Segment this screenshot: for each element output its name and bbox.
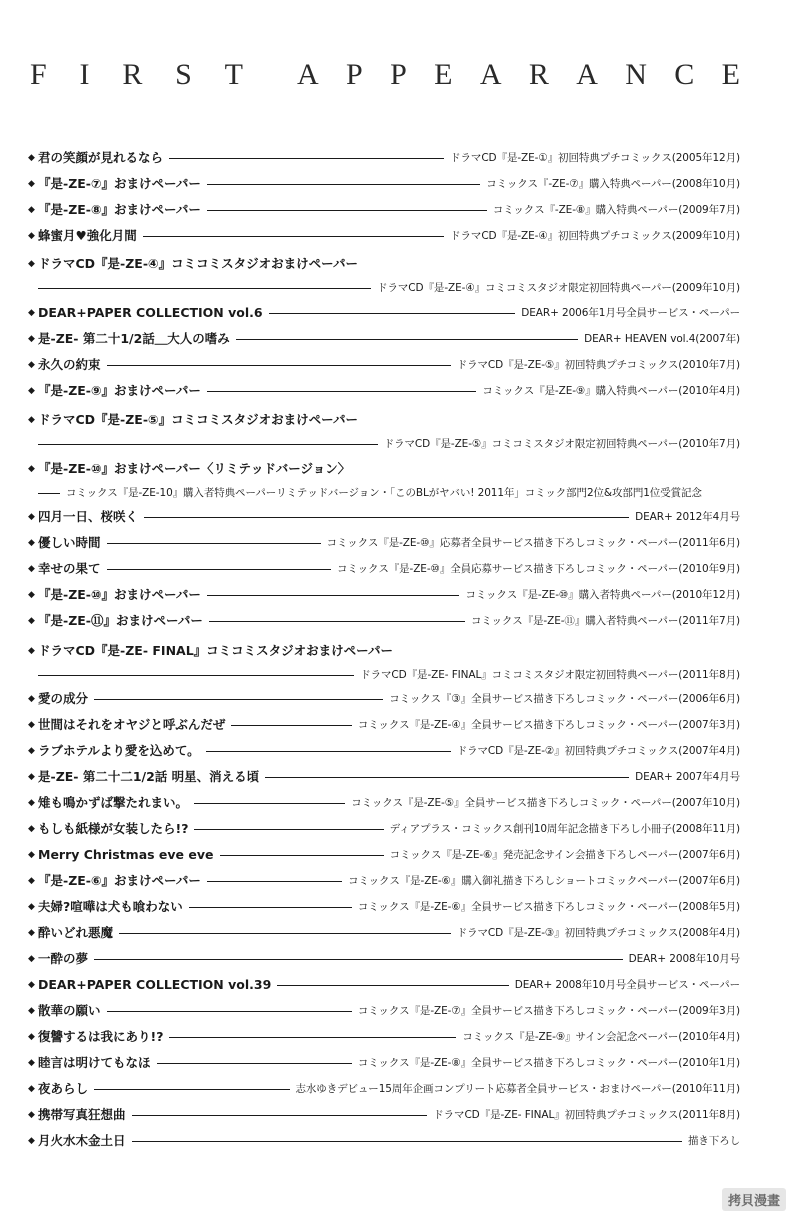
list-item xyxy=(28,588,740,602)
bullet-icon: ◆ xyxy=(28,850,35,860)
list-item-source-row xyxy=(28,437,740,451)
list-item-row xyxy=(28,952,740,966)
leader-line xyxy=(38,444,378,445)
entry-source: ディアプラス・コミックス創刊10周年記念描き下ろし小冊子(2008年11月) xyxy=(389,823,740,835)
list-item xyxy=(28,229,740,243)
list-item xyxy=(28,718,740,732)
list-item xyxy=(28,1030,740,1044)
leader-line xyxy=(277,985,508,986)
bullet-icon: ◆ xyxy=(28,590,35,600)
leader-line xyxy=(265,777,629,778)
leader-line xyxy=(144,517,629,518)
list-item xyxy=(28,744,740,758)
list-item-row xyxy=(28,1134,740,1148)
bullet-icon: ◆ xyxy=(28,259,35,269)
bullet-icon: ◆ xyxy=(28,360,35,370)
entry-title: 君の笑顔が見れるなら xyxy=(38,150,164,165)
list-item xyxy=(28,874,740,888)
bullet-icon: ◆ xyxy=(28,308,35,318)
entry-source: DEAR+ 2006年1月号全員サービス・ペーパー xyxy=(521,307,740,319)
list-item xyxy=(28,384,740,398)
entry-title: 散華の願い xyxy=(38,1003,101,1018)
entry-title: 『是-ZE-⑪』おまけペーパー xyxy=(38,613,203,628)
watermark: 拷貝漫畫 xyxy=(722,1188,786,1211)
entry-source: コミックス『是-ZE-⑤』全員サービス描き下ろしコミック・ペーパー(2007年10月) xyxy=(351,797,740,809)
bullet-icon: ◆ xyxy=(28,694,35,704)
entry-source: ドラマCD『是-ZE-④』初回特典プチコミックス(2009年10月) xyxy=(450,230,740,242)
entry-source: ドラマCD『是-ZE-④』コミコミスタジオ限定初回特典ペーパー(2009年10月) xyxy=(377,282,740,294)
entry-title: 是-ZE- 第二十1/2話＿大人の嗜み xyxy=(38,331,230,346)
entry-source: DEAR+ HEAVEN vol.4(2007年) xyxy=(584,333,740,345)
leader-line xyxy=(169,1037,456,1038)
bullet-icon: ◆ xyxy=(28,205,35,215)
entry-title: 幸せの果て xyxy=(38,561,101,576)
list-item-row xyxy=(28,413,740,427)
entry-title: 優しい時間 xyxy=(38,535,101,550)
entry-source: ドラマCD『是-ZE-⑤』コミコミスタジオ限定初回特典ペーパー(2010年7月) xyxy=(383,438,740,450)
list-item-row xyxy=(28,203,740,217)
list-item-row xyxy=(28,1108,740,1122)
list-item xyxy=(28,1056,740,1070)
leader-line xyxy=(132,1141,682,1142)
list-item-row xyxy=(28,151,740,165)
bullet-icon: ◆ xyxy=(28,1110,35,1120)
entry-title: 携帯写真狂想曲 xyxy=(38,1107,126,1122)
list-item-row xyxy=(28,332,740,346)
leader-line xyxy=(94,959,623,960)
list-item-row xyxy=(28,510,740,524)
entry-source: 描き下ろし xyxy=(688,1135,740,1147)
bullet-icon: ◆ xyxy=(28,746,35,756)
list-item xyxy=(28,848,740,862)
list-item xyxy=(28,926,740,940)
bullet-icon: ◆ xyxy=(28,876,35,886)
entry-source: 志水ゆきデビュー15周年企画コンプリート応募者全員サービス・おまけペーパー(2010年11月) xyxy=(295,1083,740,1095)
leader-line xyxy=(194,803,345,804)
leader-line xyxy=(207,881,342,882)
leader-line xyxy=(94,1089,289,1090)
entry-source: コミックス『③』全員サービス描き下ろしコミック・ペーパー(2006年6月) xyxy=(389,693,740,705)
list-item xyxy=(28,978,740,992)
list-item-row xyxy=(28,744,740,758)
leader-line xyxy=(206,751,451,752)
list-item xyxy=(28,822,740,836)
entry-title: 雉も鳴かずば撃たれまい。 xyxy=(38,795,189,810)
bullet-icon: ◆ xyxy=(28,980,35,990)
entry-title: 酔いどれ悪魔 xyxy=(38,925,114,940)
leader-line xyxy=(38,493,60,494)
leader-line xyxy=(107,543,321,544)
entry-title: 睦言は明けてもなほ xyxy=(38,1055,151,1070)
bullet-icon: ◆ xyxy=(28,179,35,189)
entry-title: 世間はそれをオヤジと呼ぶんだぜ xyxy=(38,717,226,732)
list-item-row xyxy=(28,978,740,992)
list-item-row xyxy=(28,306,740,320)
leader-line xyxy=(194,829,383,830)
list-item xyxy=(28,1004,740,1018)
list-item xyxy=(28,692,740,706)
entry-source: コミックス『是-ZE-⑩』全員応募サービス描き下ろしコミック・ペーパー(2010年9月) xyxy=(337,563,740,575)
leader-line xyxy=(209,621,465,622)
entry-source: コミックス『是-ZE-⑥』購入御礼描き下ろしショートコミックペーパー(2007年6月) xyxy=(348,875,740,887)
entry-source: ドラマCD『是-ZE-①』初回特典プチコミックス(2005年12月) xyxy=(450,152,740,164)
list-item xyxy=(28,614,740,628)
entry-title: 四月一日、桜咲く xyxy=(38,509,139,524)
list-item-row xyxy=(28,874,740,888)
entry-source: ドラマCD『是-ZE-②』初回特典プチコミックス(2007年4月) xyxy=(456,745,740,757)
entry-source: コミックス『是-ZE-10』購入者特典ペーパーリミテッドバージョン・「このBLがヤバい! 2011年」コミック部門2位&攻部門1位受賞記念 xyxy=(66,487,702,499)
list-item-row xyxy=(28,462,740,476)
list-item-row xyxy=(28,770,740,784)
entry-title: ドラマCD『是-ZE- FINAL』コミコミスタジオおまけペーパー xyxy=(38,643,394,658)
entry-title: Merry Christmas eve eve xyxy=(38,847,214,862)
leader-line xyxy=(207,391,476,392)
list-item-row xyxy=(28,177,740,191)
leader-line xyxy=(236,339,578,340)
list-item xyxy=(28,257,740,295)
entry-title: DEAR+PAPER COLLECTION vol.6 xyxy=(38,305,263,320)
list-item xyxy=(28,358,740,372)
title-word-first: F I R S T xyxy=(30,58,243,91)
bullet-icon: ◆ xyxy=(28,772,35,782)
entry-title: 夫婦?喧嘩は犬も喰わない xyxy=(38,899,183,914)
entry-source: コミックス『是-ZE-⑪』購入者特典ペーパー(2011年7月) xyxy=(470,615,740,627)
entry-title: 蜂蜜月♥強化月間 xyxy=(38,228,137,243)
entry-title: ドラマCD『是-ZE-⑤』コミコミスタジオおまけペーパー xyxy=(38,412,358,427)
bullet-icon: ◆ xyxy=(28,720,35,730)
entry-title: 月火水木金土日 xyxy=(38,1133,126,1148)
entry-title: 復讐するは我にあり!? xyxy=(38,1029,164,1044)
entry-source: コミックス『-ZE-⑦』購入特典ペーパー(2008年10月) xyxy=(486,178,740,190)
bullet-icon: ◆ xyxy=(28,1032,35,1042)
bullet-icon: ◆ xyxy=(28,386,35,396)
leader-line xyxy=(119,933,451,934)
leader-line xyxy=(220,855,384,856)
leader-line xyxy=(269,313,516,314)
list-item-row xyxy=(28,614,740,628)
list-item-row xyxy=(28,1082,740,1096)
bullet-icon: ◆ xyxy=(28,564,35,574)
list-item-row xyxy=(28,536,740,550)
entry-title: 『是-ZE-⑩』おまけペーパー xyxy=(38,587,201,602)
entry-source: コミックス『是-ZE-⑩』購入者特典ペーパー(2010年12月) xyxy=(465,589,740,601)
bullet-icon: ◆ xyxy=(28,824,35,834)
list-item-row xyxy=(28,257,740,271)
list-item xyxy=(28,562,740,576)
entry-source: コミックス『是-ZE-⑧』全員サービス描き下ろしコミック・ペーパー(2010年1月) xyxy=(357,1057,740,1069)
entry-title: 是-ZE- 第二十二1/2話 明星、消える頃 xyxy=(38,769,260,784)
list-item-row xyxy=(28,900,740,914)
leader-line xyxy=(207,595,460,596)
list-item-row xyxy=(28,718,740,732)
leader-line xyxy=(231,725,351,726)
entry-source: コミックス『是-ZE-⑩』応募者全員サービス描き下ろしコミック・ペーパー(2011年6月) xyxy=(326,537,740,549)
leader-line xyxy=(94,699,383,700)
bullet-icon: ◆ xyxy=(28,798,35,808)
list-item-row xyxy=(28,562,740,576)
bullet-icon: ◆ xyxy=(28,954,35,964)
list-item-row xyxy=(28,384,740,398)
leader-line xyxy=(38,288,371,289)
list-item-row xyxy=(28,229,740,243)
list-item xyxy=(28,462,740,500)
entry-source: コミックス『是-ZE-⑥』全員サービス描き下ろしコミック・ペーパー(2008年5月) xyxy=(357,901,740,913)
list-item-source-row xyxy=(28,281,740,295)
bullet-icon: ◆ xyxy=(28,616,35,626)
leader-line xyxy=(189,907,352,908)
bullet-icon: ◆ xyxy=(28,334,35,344)
list-item xyxy=(28,177,740,191)
leader-line xyxy=(169,158,444,159)
list-item-row xyxy=(28,644,740,658)
entry-title: ラブホテルより愛を込めて。 xyxy=(38,743,200,758)
list-item xyxy=(28,1082,740,1096)
entry-title: 『是-ZE-⑩』おまけペーパー〈リミテッドバージョン〉 xyxy=(38,461,351,476)
leader-line xyxy=(107,569,332,570)
entry-title: 愛の成分 xyxy=(38,691,89,706)
entry-title: 『是-ZE-⑦』おまけペーパー xyxy=(38,176,201,191)
list-item xyxy=(28,306,740,320)
list-item-row xyxy=(28,692,740,706)
entry-source: DEAR+ 2008年10月号全員サービス・ペーパー xyxy=(514,979,740,991)
list-item xyxy=(28,644,740,682)
entry-source: コミックス『-ZE-⑧』購入特典ペーパー(2009年7月) xyxy=(492,204,740,216)
bullet-icon: ◆ xyxy=(28,231,35,241)
list-item xyxy=(28,952,740,966)
entry-source: コミックス『是-ZE-⑨』購入特典ペーパー(2010年4月) xyxy=(482,385,740,397)
entry-title: もしも紙様が女装したら!? xyxy=(38,821,189,836)
list-item-row xyxy=(28,1004,740,1018)
list-item-row xyxy=(28,588,740,602)
bullet-icon: ◆ xyxy=(28,153,35,163)
bullet-icon: ◆ xyxy=(28,1084,35,1094)
entry-source: コミックス『是-ZE-⑦』全員サービス描き下ろしコミック・ペーパー(2009年3月) xyxy=(357,1005,740,1017)
list-item-row xyxy=(28,822,740,836)
entry-title: 永久の約束 xyxy=(38,357,101,372)
entry-source: ドラマCD『是-ZE- FINAL』コミコミスタジオ限定初回特典ペーパー(2011年8月) xyxy=(360,669,740,681)
entry-source: DEAR+ 2012年4月号 xyxy=(635,511,740,523)
list-item-row xyxy=(28,1056,740,1070)
leader-line xyxy=(132,1115,428,1116)
list-item xyxy=(28,413,740,451)
bullet-icon: ◆ xyxy=(28,415,35,425)
bullet-icon: ◆ xyxy=(28,464,35,474)
leader-line xyxy=(107,365,451,366)
leader-line xyxy=(143,236,444,237)
list-item-row xyxy=(28,1030,740,1044)
entry-source: DEAR+ 2008年10月号 xyxy=(628,953,740,965)
bullet-icon: ◆ xyxy=(28,512,35,522)
leader-line xyxy=(107,1011,352,1012)
list-item xyxy=(28,900,740,914)
list-item xyxy=(28,203,740,217)
bullet-icon: ◆ xyxy=(28,538,35,548)
entry-source: コミックス『是-ZE-⑨』サイン会記念ペーパー(2010年4月) xyxy=(462,1031,740,1043)
entry-title: DEAR+PAPER COLLECTION vol.39 xyxy=(38,977,272,992)
list-item-source-row xyxy=(28,668,740,682)
entry-title: 『是-ZE-⑨』おまけペーパー xyxy=(38,383,201,398)
list-item xyxy=(28,1134,740,1148)
entry-title: 『是-ZE-⑥』おまけペーパー xyxy=(38,873,201,888)
entry-source: ドラマCD『是-ZE-③』初回特典プチコミックス(2008年4月) xyxy=(456,927,740,939)
list-item-row xyxy=(28,796,740,810)
list-item xyxy=(28,770,740,784)
list-item xyxy=(28,1108,740,1122)
entry-title: 一酔の夢 xyxy=(38,951,89,966)
list-item-row xyxy=(28,926,740,940)
list-item xyxy=(28,796,740,810)
list-item-row xyxy=(28,358,740,372)
leader-line xyxy=(207,210,487,211)
list-item xyxy=(28,151,740,165)
leader-line xyxy=(157,1063,352,1064)
leader-line xyxy=(38,675,354,676)
title-word-appearance: A P P E A R A N C E xyxy=(297,58,740,91)
bullet-icon: ◆ xyxy=(28,1058,35,1068)
list-item-source-row xyxy=(28,486,740,500)
entry-source: コミックス『是-ZE-⑥』発売記念サイン会描き下ろしペーパー(2007年6月) xyxy=(389,849,740,861)
entry-source: ドラマCD『是-ZE-⑤』初回特典プチコミックス(2010年7月) xyxy=(456,359,740,371)
entry-source: DEAR+ 2007年4月号 xyxy=(635,771,740,783)
list-item xyxy=(28,536,740,550)
bullet-icon: ◆ xyxy=(28,1006,35,1016)
entry-title: 『是-ZE-⑧』おまけペーパー xyxy=(38,202,201,217)
bullet-icon: ◆ xyxy=(28,902,35,912)
list-item xyxy=(28,510,740,524)
entry-source: コミックス『是-ZE-④』全員サービス描き下ろしコミック・ペーパー(2007年3月) xyxy=(357,719,740,731)
list-item-row xyxy=(28,848,740,862)
bullet-icon: ◆ xyxy=(28,1136,35,1146)
leader-line xyxy=(207,184,480,185)
entry-title: ドラマCD『是-ZE-④』コミコミスタジオおまけペーパー xyxy=(38,256,358,271)
entry-source: ドラマCD『是-ZE- FINAL』初回特典プチコミックス(2011年8月) xyxy=(433,1109,740,1121)
bullet-icon: ◆ xyxy=(28,646,35,656)
bullet-icon: ◆ xyxy=(28,928,35,938)
list-item xyxy=(28,332,740,346)
entry-title: 夜あらし xyxy=(38,1081,89,1096)
